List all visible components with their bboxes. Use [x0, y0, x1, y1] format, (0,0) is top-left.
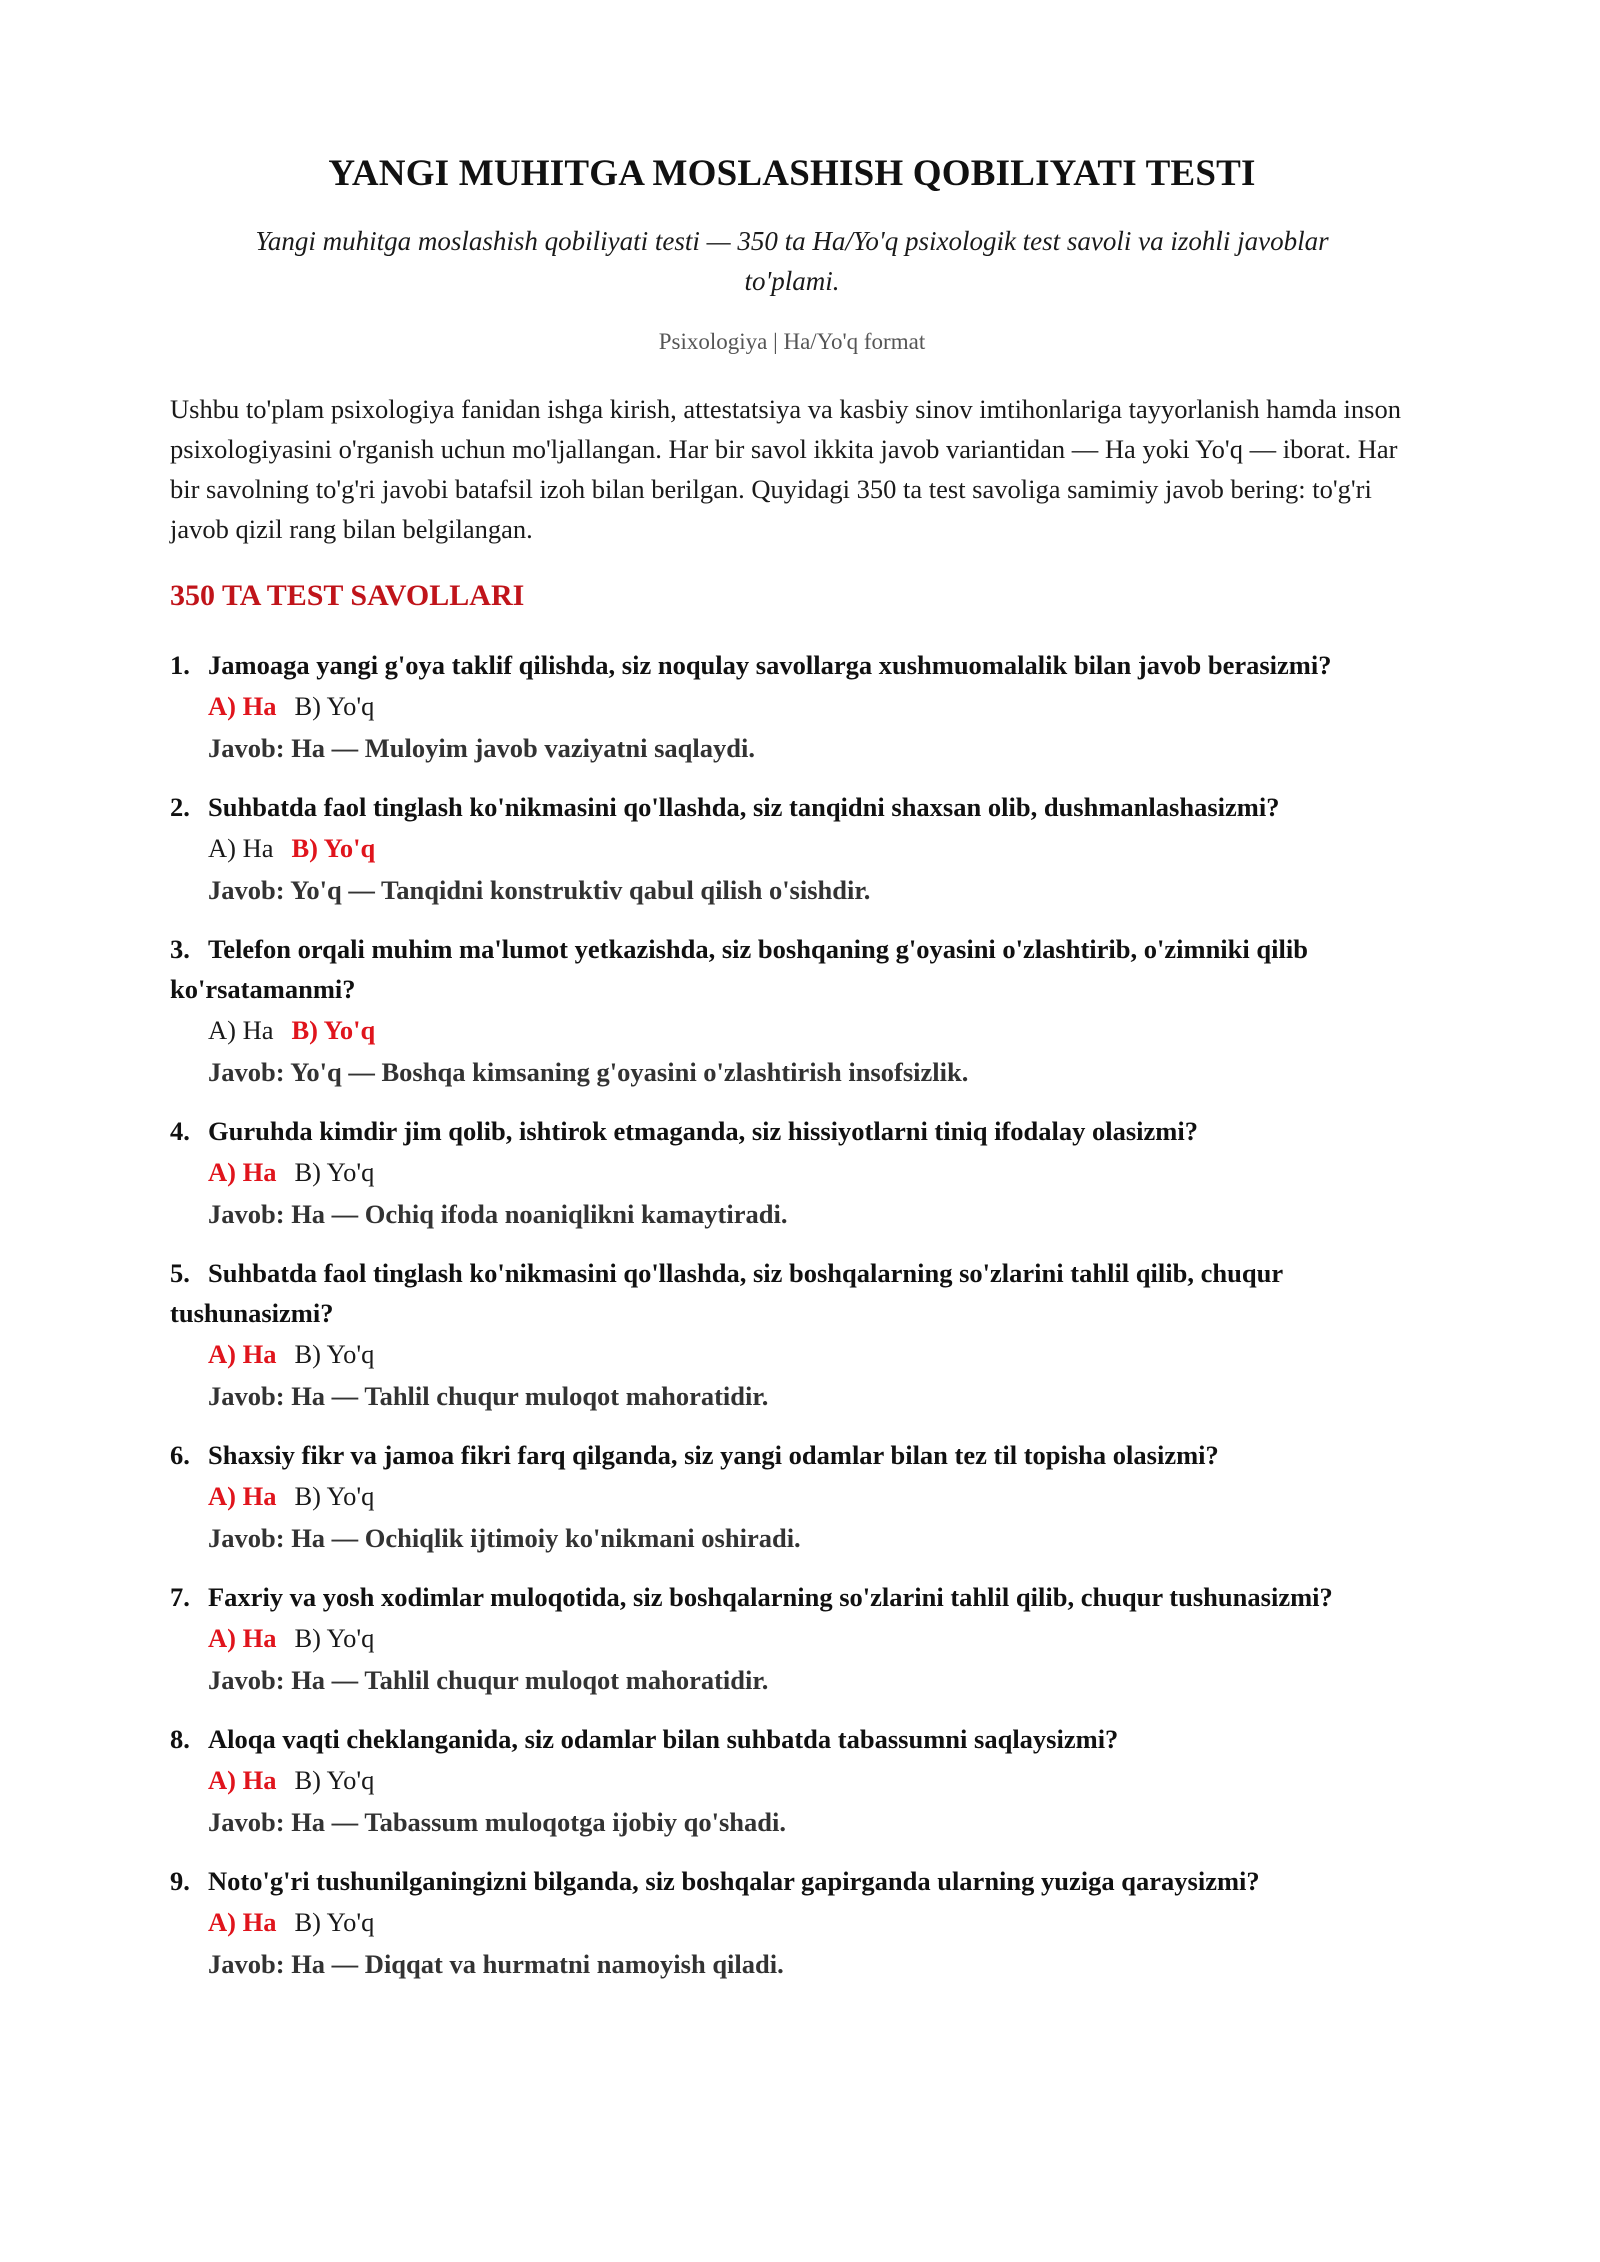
answer-options: [208, 1333, 1414, 1375]
question-number: 9.: [170, 1866, 190, 1896]
question-body: Faxriy va yosh xodimlar muloqotida, siz boshqalarning so'zlarini tahlil qilib, chuqur tushunasizmi?: [208, 1582, 1333, 1612]
option-b[interactable]: B) Yo'q: [294, 691, 375, 721]
answer-explanation: Javob: Ha — Tahlil chuqur muloqot mahoratidir.: [208, 1665, 769, 1695]
question-text: [170, 929, 1414, 1009]
question-body: Aloqa vaqti cheklanganida, siz odamlar bilan suhbatda tabassumni saqlaysizmi?: [208, 1724, 1119, 1754]
answer-options: [208, 1475, 1414, 1517]
answer-explanation: Javob: Ha — Diqqat va hurmatni namoyish qiladi.: [208, 1949, 784, 1979]
option-b[interactable]: B) Yo'q: [294, 1765, 375, 1795]
answer-explanation: Javob: Ha — Tabassum muloqotga ijobiy qo'shadi.: [208, 1807, 787, 1837]
answer-explanation: Javob: Yo'q — Tanqidni konstruktiv qabul qilish o'sishdir.: [208, 875, 871, 905]
option-b[interactable]: B) Yo'q: [291, 1015, 376, 1045]
question-text: [170, 787, 1414, 827]
question-item: [170, 929, 1414, 1093]
option-a[interactable]: A) Ha: [208, 1481, 277, 1511]
question-body: Suhbatda faol tinglash ko'nikmasini qo'llashda, siz boshqalarning so'zlarini tahlil qilib, chuqur tushunasizmi?: [170, 1258, 1283, 1328]
answer-explanation: Javob: Ha — Ochiq ifoda noaniqlikni kamaytiradi.: [208, 1199, 788, 1229]
question-text: [170, 1253, 1414, 1333]
document-subtitle: Yangi muhitga moslashish qobiliyati testi — 350 ta Ha/Yo'q psixologik test savoli va izohli javoblar to'plami.: [255, 226, 1329, 296]
option-a[interactable]: A) Ha: [208, 1765, 277, 1795]
document-title: YANGI MUHITGA MOSLASHISH QOBILIYATI TESTI: [328, 153, 1256, 194]
question-number: 4.: [170, 1116, 190, 1146]
question-body: Shaxsiy fikr va jamoa fikri farq qilganda, siz yangi odamlar bilan tez til topisha olasizmi?: [208, 1440, 1219, 1470]
question-item: [170, 1861, 1414, 1985]
option-b[interactable]: B) Yo'q: [294, 1907, 375, 1937]
question-text: [170, 1435, 1414, 1475]
answer-options: [208, 1151, 1414, 1193]
question-number: 5.: [170, 1258, 190, 1288]
answer-options: [208, 1759, 1414, 1801]
question-number: 6.: [170, 1440, 190, 1470]
question-number: 7.: [170, 1582, 190, 1612]
question-body: Guruhda kimdir jim qolib, ishtirok etmaganda, siz hissiyotlarni tiniq ifodalay olasizmi?: [208, 1116, 1198, 1146]
option-b[interactable]: B) Yo'q: [294, 1481, 375, 1511]
question-body: Noto'g'ri tushunilganingizni bilganda, siz boshqalar gapirganda ularning yuziga qaraysizmi?: [208, 1866, 1260, 1896]
question-item: [170, 1435, 1414, 1559]
option-a[interactable]: A) Ha: [208, 691, 277, 721]
answer-options: [208, 827, 1414, 869]
question-item: [170, 645, 1414, 769]
option-a[interactable]: A) Ha: [208, 1157, 277, 1187]
option-b[interactable]: B) Yo'q: [294, 1157, 375, 1187]
question-text: [170, 1861, 1414, 1901]
answer-options: [208, 1617, 1414, 1659]
question-text: [170, 645, 1414, 685]
question-text: [170, 1111, 1414, 1151]
answer-options: [208, 1009, 1414, 1051]
question-text: [170, 1719, 1414, 1759]
question-item: [170, 787, 1414, 911]
question-body: Jamoaga yangi g'oya taklif qilishda, siz noqulay savollarga xushmuomalalik bilan javob berasizmi?: [208, 650, 1332, 680]
option-b[interactable]: B) Yo'q: [291, 833, 376, 863]
question-number: 1.: [170, 650, 190, 680]
question-number: 2.: [170, 792, 190, 822]
question-body: Telefon orqali muhim ma'lumot yetkazishda, siz boshqaning g'oyasini o'zlashtirib, o'zimniki qilib ko'rsatamanmi?: [170, 934, 1308, 1004]
question-item: [170, 1719, 1414, 1843]
intro-paragraph: Ushbu to'plam psixologiya fanidan ishga kirish, attestatsiya va kasbiy sinov imtihonlariga tayyorlanish hamda inson psixologiyasini o'rganish uchun mo'ljallangan. Har bir savol ikkita javob variantidan — Ha yoki Yo'q — iborat. Har bir savolning to'g'ri javobi batafsil izoh bilan berilgan. Quyidagi 350 ta test savoliga samimiy javob bering: to'g'ri javob qizil rang bilan belgilangan.: [170, 394, 1401, 544]
document-meta: Psixologiya | Ha/Yo'q format: [658, 329, 926, 354]
answer-explanation: Javob: Ha — Muloyim javob vaziyatni saqlaydi.: [208, 733, 755, 763]
question-item: [170, 1577, 1414, 1701]
section-heading: 350 TA TEST SAVOLLARI: [170, 579, 525, 612]
question-number: 3.: [170, 934, 190, 964]
option-a[interactable]: A) Ha: [208, 1339, 277, 1369]
option-a[interactable]: A) Ha: [208, 1623, 277, 1653]
option-a[interactable]: A) Ha: [208, 833, 274, 863]
answer-explanation: Javob: Yo'q — Boshqa kimsaning g'oyasini o'zlashtirish insofsizlik.: [208, 1057, 969, 1087]
answer-explanation: Javob: Ha — Tahlil chuqur muloqot mahoratidir.: [208, 1381, 769, 1411]
option-a[interactable]: A) Ha: [208, 1015, 274, 1045]
question-text: [170, 1577, 1414, 1617]
answer-options: [208, 685, 1414, 727]
option-b[interactable]: B) Yo'q: [294, 1623, 375, 1653]
answer-options: [208, 1901, 1414, 1943]
answer-explanation: Javob: Ha — Ochiqlik ijtimoiy ko'nikmani oshiradi.: [208, 1523, 801, 1553]
question-number: 8.: [170, 1724, 190, 1754]
option-b[interactable]: B) Yo'q: [294, 1339, 375, 1369]
question-list: [170, 645, 1414, 1985]
question-item: [170, 1111, 1414, 1235]
option-a[interactable]: A) Ha: [208, 1907, 277, 1937]
question-body: Suhbatda faol tinglash ko'nikmasini qo'llashda, siz tanqidni shaxsan olib, dushmanlashasizmi?: [208, 792, 1280, 822]
question-item: [170, 1253, 1414, 1417]
